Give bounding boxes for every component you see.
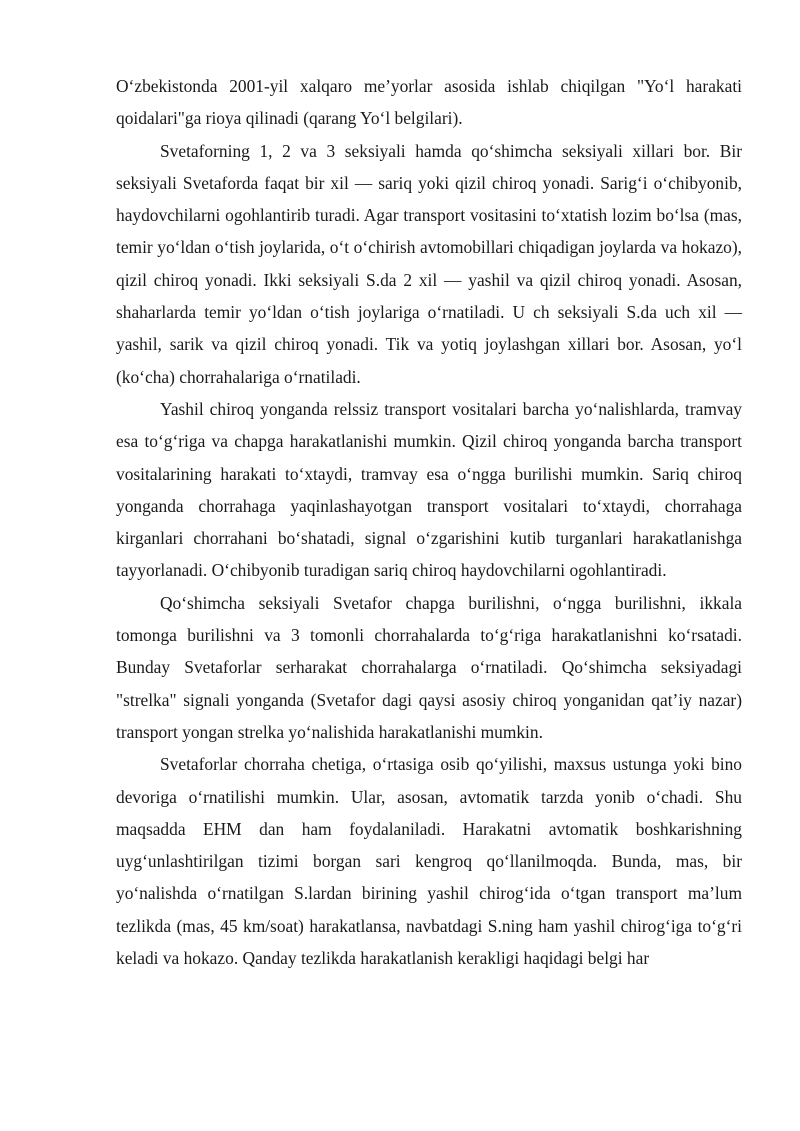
paragraph-continuation: O‘zbekistonda 2001-yil xalqaro me’yorlar asosida ishlab chiqilgan "Yo‘l harakati qoidalari"ga rioya qilinadi (qarang Yo‘l belgilari). <box>116 76 742 129</box>
paragraph-additional-section: Qo‘shimcha seksiyali Svetafor chapga burilishni, o‘ngga burilishni, ikkala tomonga burilishni va 3 tomonli chorrahalarda to‘g‘riga harakatlanishni ko‘rsatadi. Bunday Svetaforlar serharakat chorrahalarga o‘rnatiladi. Qo‘shimcha seksiyadagi "strelka" signali yonganda (Svetafor dagi qaysi asosiy chiroq yonganidan qat’iy nazar) transport yongan strelka yo‘nalishida harakatlanishi mumkin. <box>116 592 742 742</box>
paragraph-installation: Svetaforlar chorraha chetiga, o‘rtasiga osib qo‘yilishi, maxsus ustunga yoki bino devoriga o‘rnatilishi mumkin. Ular, asosan, avtomatik tarzda yonib o‘chadi. Shu maqsadda EHM dan ham foydalaniladi. Harakatni avtomatik boshkarishning uyg‘unlashtirilgan tizimi borgan sari kengroq qo‘llanilmoqda. Bunda, mas, bir yo‘nalishda o‘rnatilgan S.lardan birining yashil chirog‘ida o‘tgan transport ma’lum tezlikda (mas, 45 km/soat) harakatlansa, navbatdagi S.ning ham yashil chirog‘iga to‘g‘ri keladi va hokazo. Qanday tezlikda harakatlanish kerakligi haqidagi belgi har <box>116 754 742 969</box>
paragraph-svetafor-types: Svetaforning 1, 2 va 3 seksiyali hamda qo‘shimcha seksiyali xillari bor. Bir seksiyali Svetaforda faqat bir xil — sariq yoki qizil chiroq yonadi. Sarig‘i o‘chibyonib, haydovchilarni ogohlantirib turadi. Agar transport vositasini to‘xtatish lozim bo‘lsa (mas, temir yo‘ldan o‘tish joylarida, o‘t o‘chirish avtomobillari chiqadigan joylarda va hokazo), qizil chiroq yonadi. Ikki seksiyali S.da 2 xil — yashil va qizil chiroq yonadi. Asosan, shaharlarda temir yo‘ldan o‘tish joylariga o‘rnatiladi. U ch seksiyali S.da uch xil — yashil, sarik va qizil chiroq yonadi. Tik va yotiq joylashgan xillari bor. Asosan, yo‘l (ko‘cha) chorrahalariga o‘rnatiladi. <box>116 140 742 387</box>
document-page <box>116 70 742 974</box>
paragraph-signal-meaning: Yashil chiroq yonganda relssiz transport vositalari barcha yo‘nalishlarda, tramvay esa to‘g‘riga va chapga harakatlanishi mumkin. Qizil chiroq yonganda barcha transport vositalarining harakati to‘xtaydi, tramvay esa o‘ngga burilishi mumkin. Sariq chiroq yonganda chorrahaga yaqinlashayotgan transport vositalari to‘xtaydi, chorrahaga kirganlari chorrahani bo‘shatadi, signal o‘zgarishini kutib turganlari harakatlanishga tayyorlanadi. O‘chibyonib turadigan sariq chiroq haydovchilarni ogohlantiradi. <box>116 398 742 581</box>
